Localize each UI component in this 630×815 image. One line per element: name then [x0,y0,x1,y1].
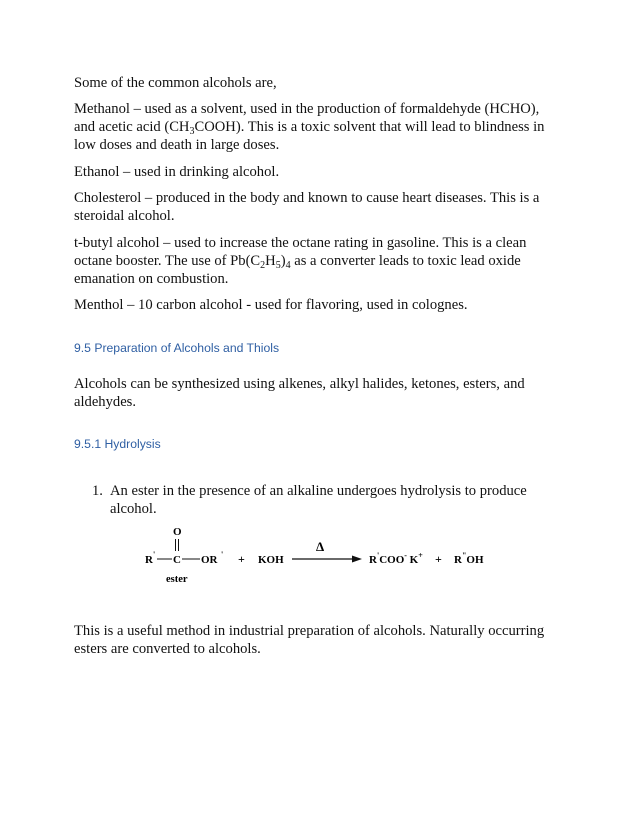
r-group: R [145,554,153,566]
methanol-text-a: Methanol – used as a solvent, used in the production of formaldehyde (HCHO), and acetic acid (CH [74,101,540,135]
closing-paragraph: This is a useful method in industrial preparation of alcohols. Naturally occurring esters are converted to alcohols. [74,623,545,657]
tbutyl-text-c: ) [280,253,286,269]
plus-sign-2: + [435,552,442,566]
carbonyl-carbon: C [173,554,181,566]
or-group: OR [201,554,218,566]
reaction-arrow-head [352,556,362,563]
methanol-subscript: 3 [189,126,195,137]
tbutyl-text-d: as a converter leads to toxic lead oxide emanation on combustion. [74,253,521,287]
plus-sign-1: + [238,552,245,566]
tbutyl-sub-1: 2 [260,260,266,271]
synthesis-paragraph: Alcohols can be synthesized using alkenes, alkyl halides, ketones, esters, and aldehydes. [74,376,525,410]
product-1-k: K [406,554,419,566]
product-1-r: R [369,554,377,566]
cholesterol-paragraph: Cholesterol – produced in the body and known to cause heart diseases. This is a steroidal alcohol. [74,190,540,224]
methanol-paragraph [74,100,554,154]
product-2-double-prime: " [461,551,467,560]
product-1-plus-charge: + [418,551,423,560]
tbutyl-sub-2: 5 [275,260,281,271]
product-1 [369,551,423,566]
heat-symbol: Δ [316,539,325,554]
or-prime-mark: ' [221,550,224,559]
carbonyl-oxygen: O [173,526,182,538]
list-number: 1. [92,483,103,499]
product-2 [454,551,484,566]
section-heading-9-5: 9.5 Preparation of Alcohols and Thiols [74,341,280,355]
koh-reagent: KOH [258,554,284,566]
list-item-text: An ester in the presence of an alkaline undergoes hydrolysis to produce alcohol. [110,483,527,517]
product-2-oh: OH [466,554,484,566]
tbutyl-sub-3: 4 [285,260,291,271]
tbutyl-paragraph [74,234,554,288]
tbutyl-text-b: H [265,253,276,269]
ester-label: ester [166,574,188,585]
hydrolysis-reaction-diagram [140,522,500,590]
intro-text: Some of the common alcohols are, [74,75,277,91]
ethanol-paragraph: Ethanol – used in drinking alcohol. [74,164,280,180]
menthol-paragraph: Menthol – 10 carbon alcohol - used for flavoring, used in colognes. [74,297,468,313]
tbutyl-text-a: t-butyl alcohol – used to increase the octane rating in gasoline. This is a clean octane booster. The use of Pb(C [74,235,527,269]
product-1-coo: COO [379,554,405,566]
product-1-prime: ' [376,551,380,560]
product-2-r: R [454,554,462,566]
r-prime-mark: ' [153,550,156,559]
section-heading-9-5-1: 9.5.1 Hydrolysis [74,437,161,451]
methanol-text-b: COOH). This is a toxic solvent that will lead to blindness in low doses and death in large doses. [74,119,545,153]
product-1-minus: - [404,551,407,560]
